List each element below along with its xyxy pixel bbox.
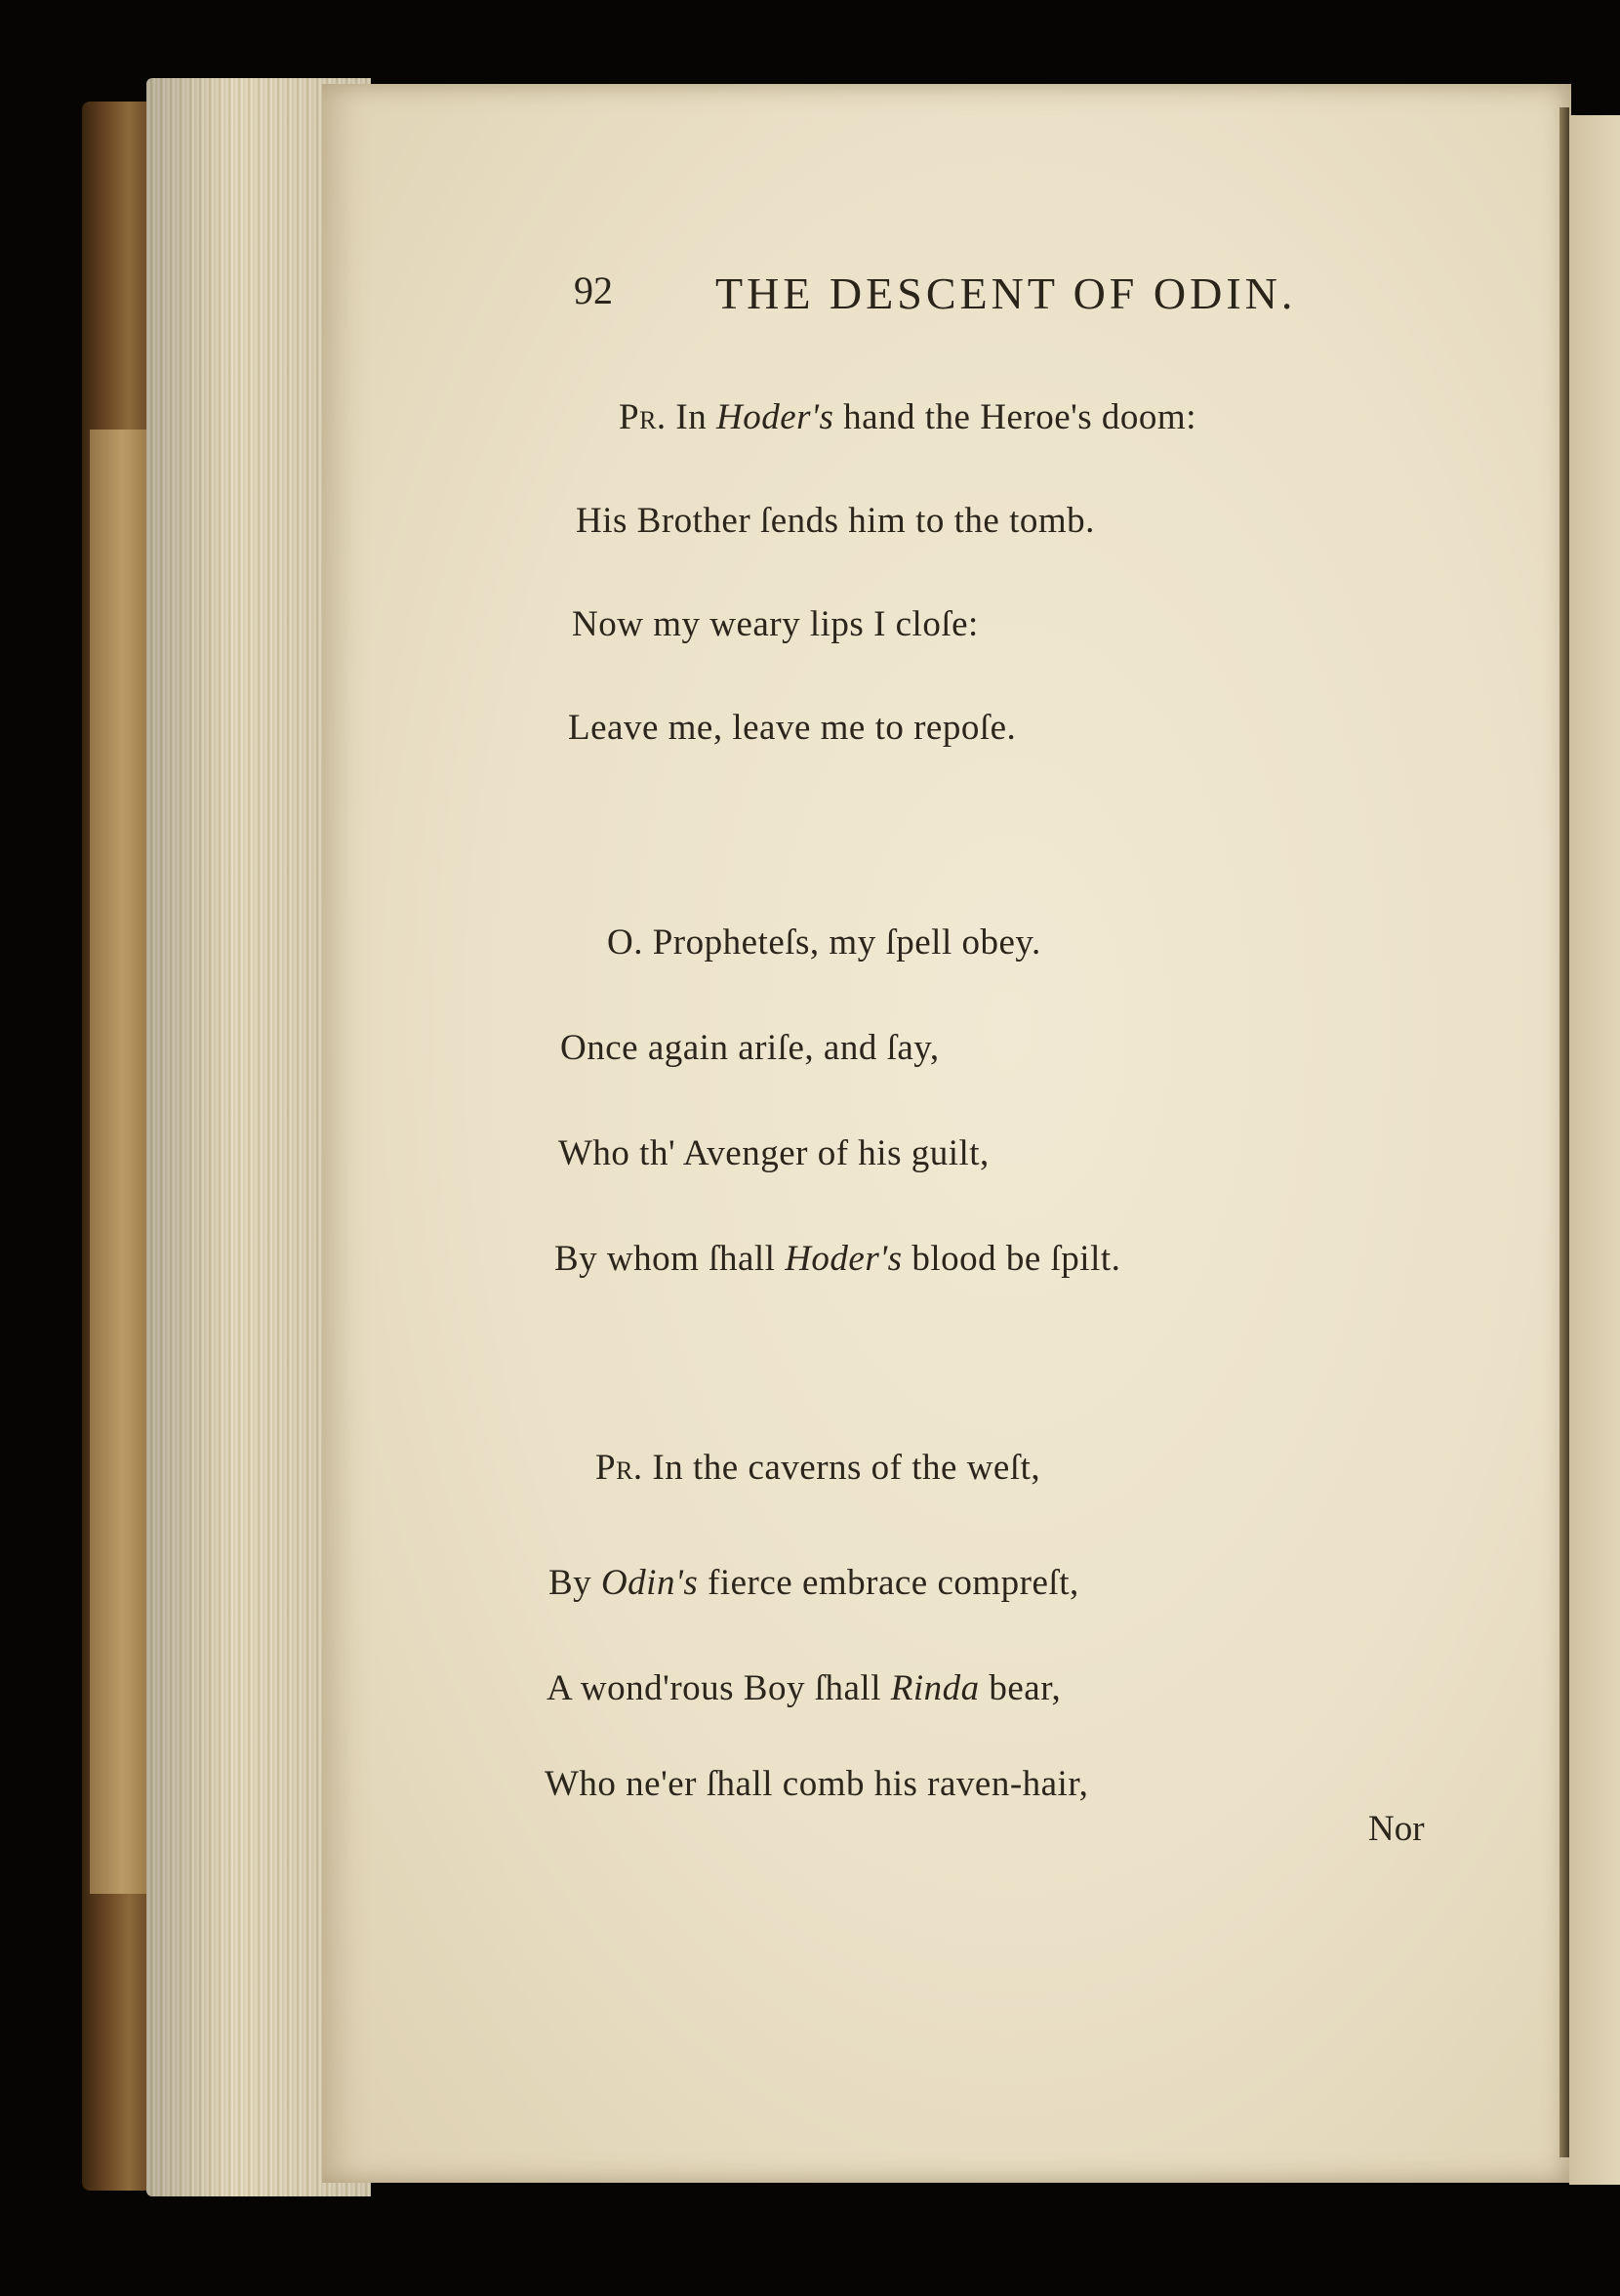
speaker-label: O.	[607, 922, 643, 963]
binding-wear	[90, 430, 154, 1894]
verse-line: Who th' Avenger of his guilt,	[558, 1133, 990, 1173]
running-head	[574, 267, 1374, 326]
verse-line: Leave me, leave me to repoſe.	[568, 708, 1017, 748]
verse-line: By whom ſhall Hoder's blood be ſpilt.	[554, 1239, 1121, 1279]
running-title: THE DESCENT OF ODIN.	[715, 268, 1297, 318]
verse-line: A wond'rous Boy ſhall Rinda bear,	[547, 1668, 1062, 1708]
verse-line: Pr. In the caverns of the weſt,	[595, 1448, 1041, 1488]
verse-line: Once again ariſe, and ſay,	[560, 1028, 940, 1068]
verse-line: By Odin's fierce embrace compreſt,	[548, 1563, 1079, 1603]
page-number: 92	[574, 268, 613, 312]
verse-line: Now my weary lips I cloſe:	[572, 604, 979, 644]
speaker-label: Pr.	[619, 397, 667, 437]
speaker-label: Pr.	[595, 1448, 643, 1488]
verse-line: His Brother ſends him to the tomb.	[576, 501, 1095, 541]
verse-line: Who ne'er ſhall comb his raven-hair,	[545, 1764, 1089, 1804]
catchword: Nor	[1368, 1809, 1425, 1849]
verse-line: Pr. In Hoder's hand the Heroe's doom:	[619, 397, 1196, 437]
facing-page-edge	[1569, 115, 1620, 2185]
gutter	[1559, 107, 1569, 2157]
verse-line: O. Propheteſs, my ſpell obey.	[607, 922, 1041, 963]
